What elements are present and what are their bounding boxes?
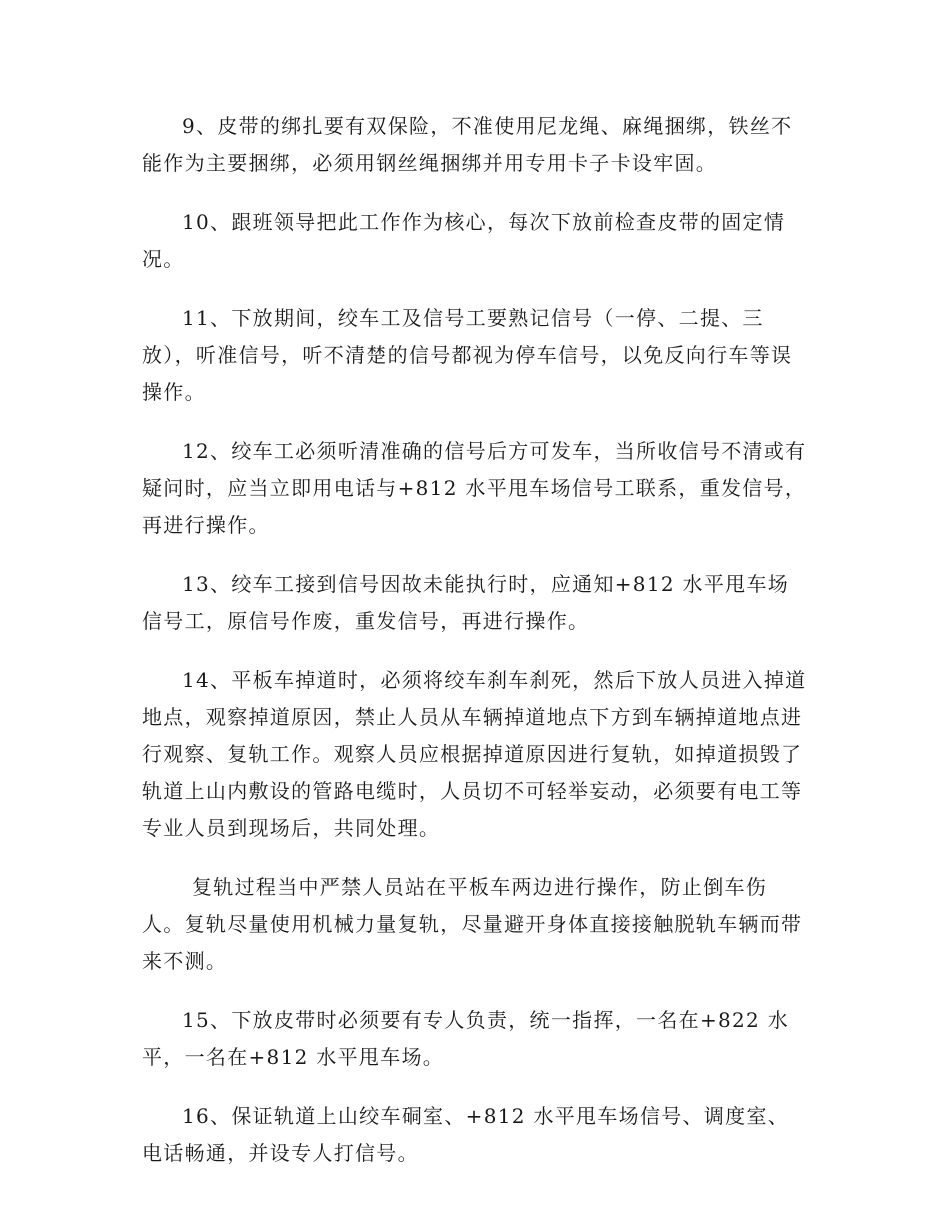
paragraph-rerail-note: 复轨过程当中严禁人员站在平板车两边进行操作，防止倒车伤人。复轨尽量使用机械力量复轨，尽量避开身体直接接触脱轨车辆而带来不测。 (142, 875, 803, 973)
paragraph-item-9: 9、皮带的绑扎要有双保险，不准使用尼龙绳、麻绳捆绑，铁丝不能作为主要捆绑，必须用钢丝绳捆绑并用专用卡子卡设牢固。 (142, 114, 793, 175)
paragraph-item-11: 11、下放期间，绞车工及信号工要熟记信号（一停、二提、三放），听准信号，听不清楚的信号都视为停车信号，以免反向行车等误操作。 (142, 306, 793, 404)
paragraph-item-16: 16、保证轨道上山绞车硐室、+812 水平甩车场信号、调度室、电话畅通，并设专人打信号。 (142, 1104, 790, 1165)
document-page (142, 108, 808, 1194)
paragraph-item-10: 10、跟班领导把此工作作为核心，每次下放前检查皮带的固定情况。 (142, 210, 786, 271)
paragraph-item-14: 14、平板车掉道时，必须将绞车刹车刹死，然后下放人员进入掉道地点，观察掉道原因，禁止人员从车辆掉道地点下方到车辆掉道地点进行观察、复轨工作。观察人员应根据掉道原因进行复轨，如掉道损毁了轨道上山内敷设的管路电缆时，人员切不可轻举妄动，必须要有电工等专业人员到现场后，共同处理。 (142, 668, 807, 840)
paragraph-item-13: 13、绞车工接到信号因故未能执行时，应通知+812 水平甩车场信号工，原信号作废，重发信号，再进行操作。 (142, 572, 790, 633)
paragraph-item-12: 12、绞车工必须听清准确的信号后方可发车，当所收信号不清或有疑问时，应当立即用电话与+812 水平甩车场信号工联系，重发信号，再进行操作。 (142, 439, 807, 537)
paragraph-item-15: 15、下放皮带时必须要有专人负责，统一指挥，一名在+822 水平，一名在+812 水平甩车场。 (142, 1008, 790, 1069)
